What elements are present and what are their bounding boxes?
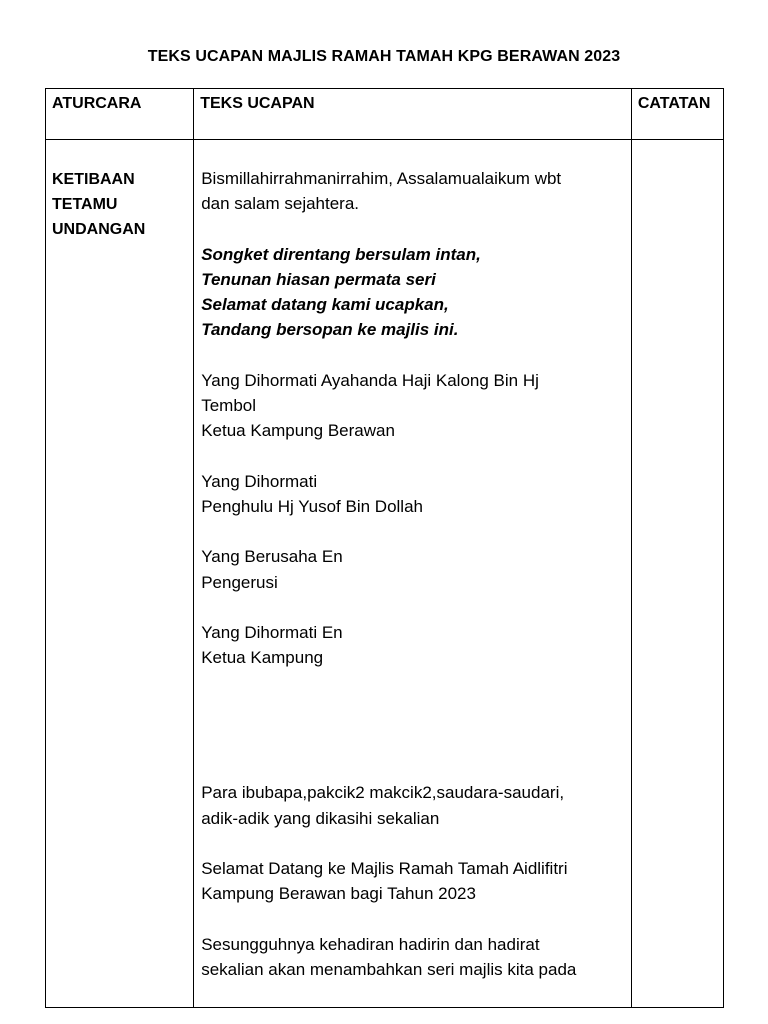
honorific-paragraph [201,469,631,520]
text-line: Yang Dihormati Ayahanda Haji Kalong Bin Hj [201,370,539,390]
text-line: Ketua Kampung Berawan [201,421,395,441]
aturcara-cell [46,140,194,1008]
document-title: TEKS UCAPAN MAJLIS RAMAH TAMAH KPG BERAWAN 2023 [147,48,621,65]
text-line: Yang Dihormati [201,471,318,491]
welcome-paragraph [201,856,631,907]
text-line: Para ibubapa,pakcik2 makcik2,saudara-saudari, [201,783,565,803]
table-row [46,140,724,1008]
honorific-paragraph [201,620,631,671]
audience-paragraph [201,780,631,831]
honorific-paragraph [201,544,631,595]
header-catatan-label: CATATAN [637,95,711,112]
header-teks-ucapan-label: TEKS UCAPAN [200,95,315,112]
text-line: Penghulu Hj Yusof Bin Dollah [201,496,423,516]
honorific-paragraph [201,368,631,444]
speech-table [45,88,724,1008]
text-line: Kampung Berawan bagi Tahun 2023 [201,884,476,904]
header-catatan [631,89,723,140]
verse-line: Selamat datang kami ucapkan, [201,295,449,315]
text-line: adik-adik yang dikasihi sekalian [201,808,440,828]
pantun-verse [201,242,631,343]
header-aturcara-label: ATURCARA [52,95,142,112]
text-line: Pengerusi [201,572,278,592]
text-line: Yang Berusaha En [201,547,343,567]
text-line: sekalian akan menambahkan seri majlis kita pada [201,959,577,979]
text-line: Ketua Kampung [201,648,324,668]
aturcara-line: TETAMU [52,196,118,213]
teks-ucapan-cell [194,140,632,1008]
aturcara-line: UNDANGAN [52,221,146,238]
text-line: Yang Dihormati En [201,622,343,642]
text-line: Tembol [201,396,257,416]
text-line: Sesungguhnya kehadiran hadirin dan hadirat [201,934,540,954]
closing-paragraph [201,932,631,983]
greeting-paragraph [201,166,631,217]
verse-line: Tenunan hiasan permata seri [201,269,436,289]
catatan-cell [631,140,723,1008]
verse-line: Songket direntang bersulam intan, [201,244,481,264]
header-teks-ucapan [194,89,632,140]
text-line: Bismillahirrahmanirrahim, Assalamualaikum wbt [201,169,562,188]
table-header-row [46,89,724,140]
header-aturcara [46,89,194,140]
verse-line: Tandang bersopan ke majlis ini. [201,320,459,340]
aturcara-line: KETIBAAN [52,171,135,188]
text-line: dan salam sejahtera. [201,194,360,214]
text-line: Selamat Datang ke Majlis Ramah Tamah Aidlifitri [201,859,568,879]
